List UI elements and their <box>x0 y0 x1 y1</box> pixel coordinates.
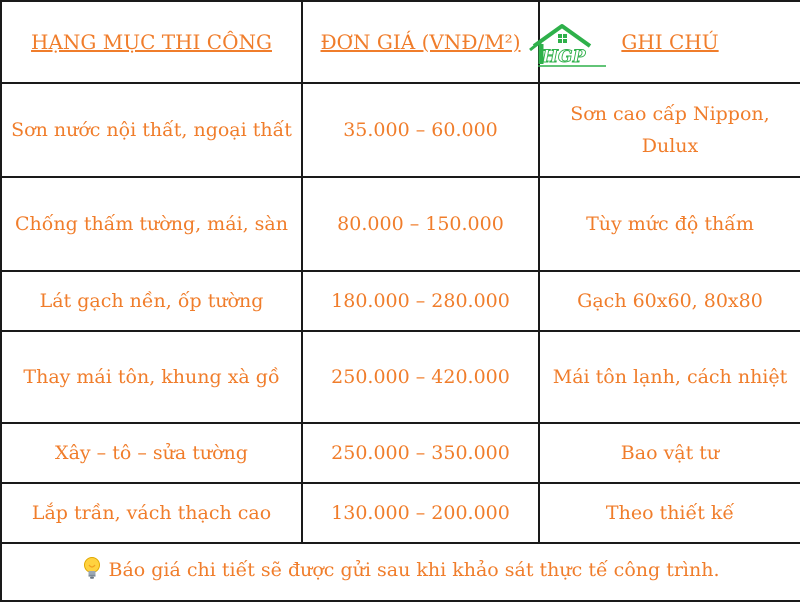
cell-note: Theo thiết kế <box>539 483 800 543</box>
header-note: GHI CHÚ <box>539 1 800 83</box>
table-row <box>1 483 800 543</box>
table-row <box>1 331 800 423</box>
logo-text: HGP <box>542 47 586 67</box>
cell-unit-price: 250.000 – 350.000 <box>302 423 539 483</box>
table-row <box>1 83 800 177</box>
table-row <box>1 177 800 271</box>
table-header-row <box>1 1 800 83</box>
table-row <box>1 423 800 483</box>
cell-work-item: Lát gạch nền, ốp tường <box>1 271 302 331</box>
cell-unit-price: 80.000 – 150.000 <box>302 177 539 271</box>
hgp-logo <box>528 20 608 68</box>
footer-note-cell <box>1 543 800 601</box>
cell-note: Mái tôn lạnh, cách nhiệt <box>539 331 800 423</box>
footer-note: Báo giá chi tiết sẽ được gửi sau khi khảo sát thực tế công trình. <box>108 558 720 581</box>
cell-unit-price: 250.000 – 420.000 <box>302 331 539 423</box>
cell-note: Tùy mức độ thấm <box>539 177 800 271</box>
cell-work-item: Chống thấm tường, mái, sàn <box>1 177 302 271</box>
table-footer-row <box>1 543 800 601</box>
cell-work-item: Thay mái tôn, khung xà gồ <box>1 331 302 423</box>
cell-unit-price: 130.000 – 200.000 <box>302 483 539 543</box>
cell-work-item: Sơn nước nội thất, ngoại thất <box>1 83 302 177</box>
header-unit-price: ĐƠN GIÁ (VNĐ/M²) <box>302 1 539 83</box>
cell-note: Gạch 60x60, 80x80 <box>539 271 800 331</box>
header-work-item: HẠNG MỤC THI CÔNG <box>1 1 302 83</box>
cell-work-item: Lắp trần, vách thạch cao <box>1 483 302 543</box>
cell-note: Sơn cao cấp Nippon, Dulux <box>539 83 800 177</box>
cell-unit-price: 180.000 – 280.000 <box>302 271 539 331</box>
table-row <box>1 271 800 331</box>
cell-unit-price: 35.000 – 60.000 <box>302 83 539 177</box>
cell-note: Bao vật tư <box>539 423 800 483</box>
cell-work-item: Xây – tô – sửa tường <box>1 423 302 483</box>
lightbulb-icon <box>82 556 102 590</box>
